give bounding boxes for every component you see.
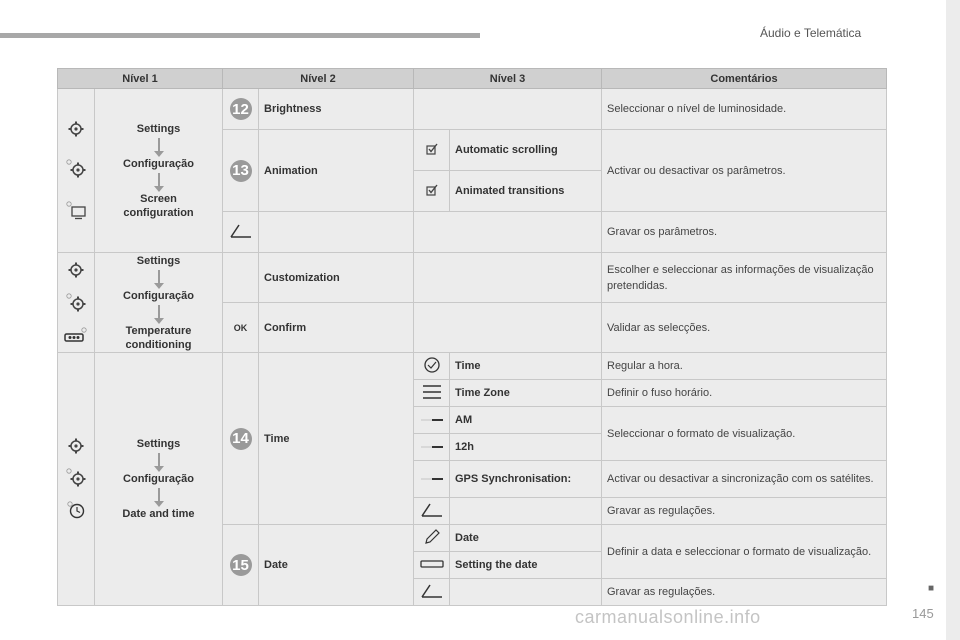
table-row [58, 253, 887, 303]
watermark: carmanualsonline.info [575, 607, 761, 627]
gear-icon [68, 262, 84, 278]
toggle-icon [420, 417, 444, 423]
setting-date-label: Setting the date [450, 552, 602, 579]
gps-label: GPS Synchronisation: [450, 461, 602, 498]
path-item: Configuração [123, 157, 194, 170]
gear-icon [68, 121, 84, 137]
time-comment: Regular a hora. [602, 353, 887, 380]
path-item: Configuração [123, 473, 194, 485]
path-item: Settings [136, 254, 181, 267]
format-comment: Seleccionar o formato de visualização. [602, 407, 887, 461]
table-row [58, 89, 887, 130]
option-label: Automatic scrolling [450, 130, 602, 171]
arrow-down-icon [158, 453, 160, 467]
pencil-cell [414, 525, 450, 552]
empty-cell [414, 253, 602, 303]
column-header-level2: Nível 2 [223, 69, 414, 89]
gear-icon [65, 292, 87, 312]
arrow-down-icon [158, 488, 160, 502]
back-arrow-icon [420, 583, 444, 599]
back-cell [414, 579, 450, 606]
empty-cell [450, 579, 602, 606]
arrow-down-icon [158, 270, 160, 284]
path-item: Settings [136, 122, 181, 135]
step-badge-cell [223, 353, 259, 525]
gps-comment: Activar ou desactivar a sincronização com os satélites. [602, 461, 887, 498]
gear-icon [65, 158, 87, 178]
date-save-comment: Gravar as regulações. [602, 579, 887, 606]
timezone-comment: Definir o fuso horário. [602, 380, 887, 407]
customization-label: Customization [259, 253, 414, 303]
checkbox-cell [414, 130, 450, 171]
path-item: Screen configuration [123, 192, 194, 219]
path-item: Configuração [123, 289, 194, 302]
page-number: 145 [912, 606, 934, 621]
page-edge [946, 0, 960, 640]
animation-comment: Activar ou desactivar os parâmetros. [602, 130, 887, 212]
step-badge: 15 [230, 554, 252, 576]
step-badge: 13 [230, 160, 252, 182]
step-badge-cell [223, 525, 259, 606]
section-title: Áudio e Telemática [760, 26, 862, 40]
group1-icons [58, 89, 95, 253]
empty-cell [414, 89, 602, 130]
step-badge: 14 [230, 428, 252, 450]
toggle-cell [414, 407, 450, 434]
confirm-comment: Validar as selecções. [602, 303, 887, 353]
time-label: Time [259, 353, 414, 525]
page-dot: ■ [928, 583, 935, 594]
date-option-label: Date [450, 525, 602, 552]
field-icon [420, 559, 444, 569]
toggle-icon [420, 476, 444, 482]
clock-icon [66, 500, 86, 520]
column-header-level1: Nível 1 [58, 69, 223, 89]
gear-icon [68, 438, 84, 454]
toggle-icon [420, 444, 444, 450]
empty-cell [223, 253, 259, 303]
save-comment: Gravar os parâmetros. [602, 212, 887, 253]
step-badge-cell [223, 130, 259, 212]
group3-icons [58, 353, 95, 606]
group2-path [95, 253, 223, 353]
field-cell [414, 552, 450, 579]
menu-cell [414, 380, 450, 407]
table-header-row [58, 69, 887, 89]
column-header-comments: Comentários [602, 69, 887, 89]
12h-label: 12h [450, 434, 602, 461]
back-cell [223, 212, 259, 253]
gear-icon [65, 467, 87, 487]
toggle-cell [414, 434, 450, 461]
step-badge-cell [223, 89, 259, 130]
time-save-comment: Gravar as regulações. [602, 498, 887, 525]
empty-cell [414, 303, 602, 353]
ok-icon: OK [223, 303, 259, 353]
checkbox-icon [426, 143, 438, 155]
table-row [58, 353, 887, 380]
empty-cell [450, 498, 602, 525]
climate-icon [64, 327, 88, 343]
animation-label: Animation [259, 130, 414, 212]
back-arrow-icon [420, 502, 444, 518]
screen-icon [65, 200, 87, 220]
arrow-down-icon [158, 138, 160, 152]
timezone-label: Time Zone [450, 380, 602, 407]
path-item: Temperature conditioning [125, 324, 192, 351]
list-icon [421, 384, 443, 400]
settings-table [57, 68, 887, 606]
date-comment: Definir a data e seleccionar o formato de visualização. [602, 525, 887, 579]
group1-path [95, 89, 223, 253]
group2-icons [58, 253, 95, 353]
step-badge: 12 [230, 98, 252, 120]
column-header-level3: Nível 3 [414, 69, 602, 89]
brightness-label: Brightness [259, 89, 414, 130]
arrow-down-icon [158, 173, 160, 187]
back-arrow-icon [229, 223, 253, 239]
path-item: Settings [136, 438, 181, 450]
time-option-label: Time [450, 353, 602, 380]
group3-path [95, 353, 223, 606]
checkbox-cell [414, 171, 450, 212]
path-item: Date and time [122, 508, 195, 520]
back-cell [414, 498, 450, 525]
customization-comment: Escolher e seleccionar as informações de visualização pretendidas. [602, 253, 887, 303]
date-label: Date [259, 525, 414, 606]
clock-icon [423, 356, 441, 374]
confirm-label: Confirm [259, 303, 414, 353]
pencil-icon [424, 529, 440, 545]
option-label: Animated transitions [450, 171, 602, 212]
arrow-down-icon [158, 305, 160, 319]
am-label: AM [450, 407, 602, 434]
checkbox-icon [426, 184, 438, 196]
empty-cell [414, 212, 602, 253]
empty-cell [259, 212, 414, 253]
clock-cell [414, 353, 450, 380]
toggle-cell [414, 461, 450, 498]
top-rule [0, 33, 480, 38]
brightness-comment: Seleccionar o nível de luminosidade. [602, 89, 887, 130]
